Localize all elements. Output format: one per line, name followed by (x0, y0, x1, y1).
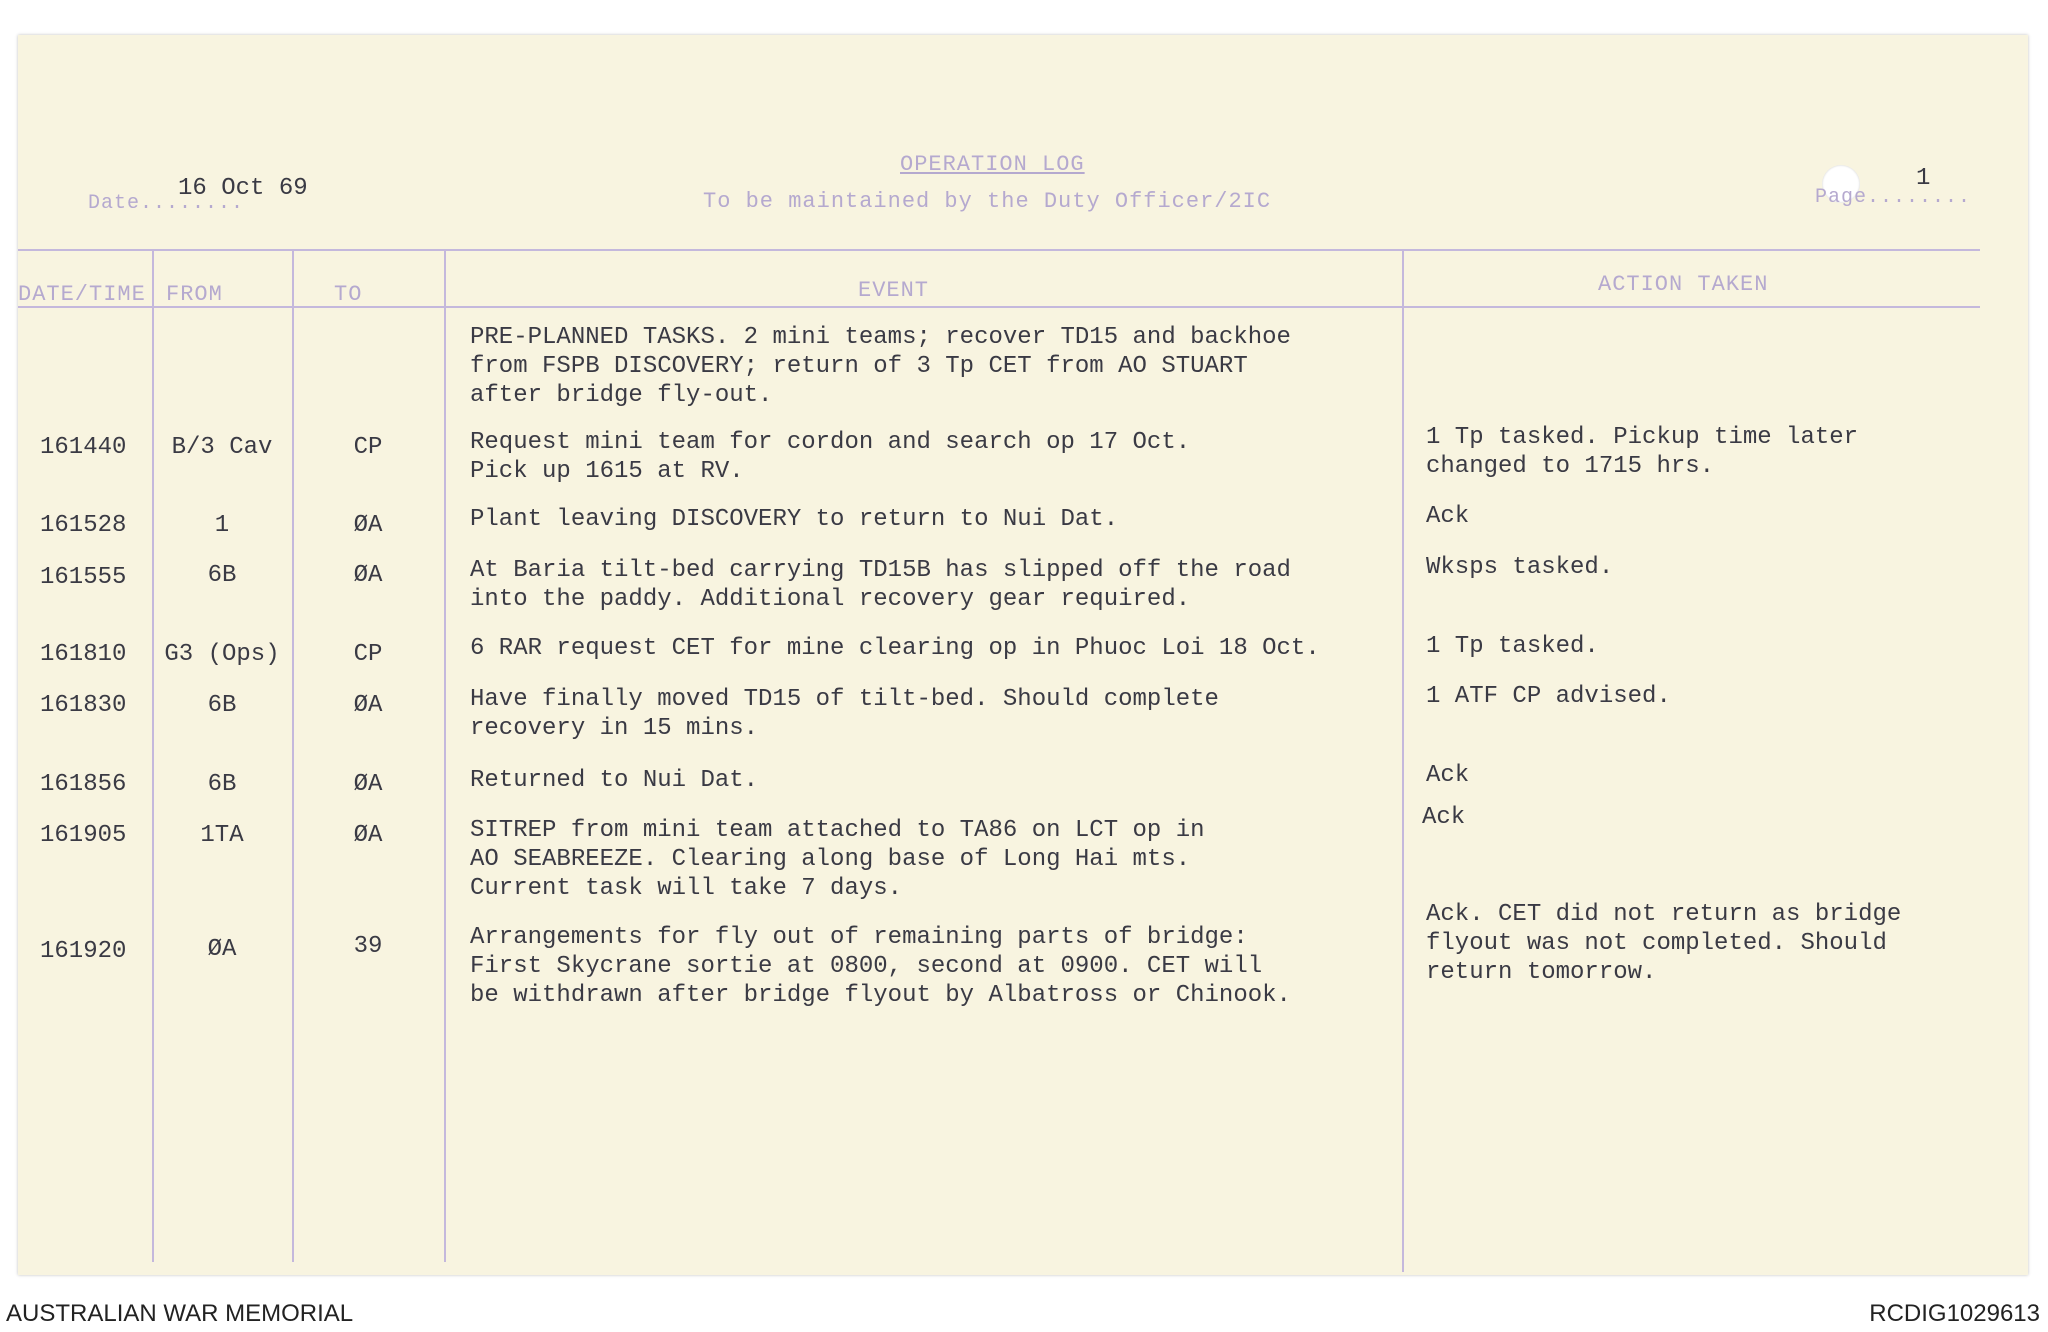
row-2-to: ØA (353, 512, 383, 539)
row-4-to: CP (353, 641, 383, 668)
date-value: 16 Oct 69 (178, 175, 308, 202)
row-2-from: 1 (214, 512, 230, 539)
row-7-action: Ack (1422, 804, 1466, 831)
header-bottom-rule (18, 306, 1980, 308)
log-subtitle: To be maintained by the Duty Officer/2IC (703, 189, 1272, 214)
col-divider-4 (1402, 250, 1404, 1272)
row-6-to: ØA (353, 771, 383, 798)
row-3-action: Wksps tasked. (1426, 554, 1614, 581)
row-1-from: B/3 Cav (171, 434, 273, 461)
row-2-datetime: 161528 (40, 512, 127, 539)
row-8-action: Ack. CET did not return as bridge flyout was not completed. Should return tomorrow. (1426, 901, 1902, 986)
log-title: OPERATION LOG (900, 152, 1085, 177)
row-3-from: 6B (207, 562, 237, 589)
row-4-action: 1 Tp tasked. (1426, 633, 1599, 660)
row-0-event: PRE-PLANNED TASKS. 2 mini teams; recover TD15 and backhoe from FSPB DISCOVERY; return of 3 Tp CET from AO STUART after bridge fly-out. (470, 324, 1291, 409)
row-7-to: ØA (353, 822, 383, 849)
row-5-from: 6B (207, 692, 237, 719)
page-value: 1 (1916, 165, 1931, 192)
row-5-action: 1 ATF CP advised. (1426, 683, 1671, 710)
footer-archive-name: AUSTRALIAN WAR MEMORIAL (6, 1300, 354, 1327)
col-header-event: EVENT (858, 278, 930, 303)
col-header-to: TO (334, 282, 363, 307)
row-8-datetime: 161920 (40, 938, 127, 965)
row-8-to: 39 (353, 933, 383, 960)
row-6-datetime: 161856 (40, 771, 127, 798)
row-7-datetime: 161905 (40, 822, 127, 849)
footer-record-id: RCDIG1029613 (1869, 1300, 2040, 1327)
col-divider-2 (292, 250, 294, 1262)
row-4-datetime: 161810 (40, 641, 127, 668)
row-2-action: Ack (1426, 503, 1470, 530)
row-3-to: ØA (353, 562, 383, 589)
row-6-event: Returned to Nui Dat. (470, 767, 759, 794)
row-4-event: 6 RAR request CET for mine clearing op in Phuoc Loi 18 Oct. (470, 635, 1320, 662)
table-top-rule (18, 249, 1980, 251)
row-5-to: ØA (353, 692, 383, 719)
col-divider-1 (152, 250, 154, 1262)
col-header-datetime: DATE/TIME (18, 282, 146, 307)
row-6-from: 6B (207, 771, 237, 798)
row-4-from: G3 (Ops) (164, 641, 280, 668)
row-8-event: Arrangements for fly out of remaining parts of bridge: First Skycrane sortie at 0800, second at 0900. CET will be withdrawn after bridge flyout by Albatross or Chinook. (470, 924, 1291, 1009)
row-8-from: ØA (207, 936, 237, 963)
col-header-from: FROM (166, 282, 223, 307)
row-6-action: Ack (1426, 762, 1470, 789)
row-5-datetime: 161830 (40, 692, 127, 719)
page-label: Page........ (1815, 186, 1972, 209)
row-2-event: Plant leaving DISCOVERY to return to Nui Dat. (470, 506, 1119, 533)
row-1-datetime: 161440 (40, 434, 127, 461)
row-3-datetime: 161555 (40, 564, 127, 591)
row-1-to: CP (353, 434, 383, 461)
row-7-from: 1TA (200, 822, 244, 849)
col-header-action: ACTION TAKEN (1598, 272, 1769, 297)
row-5-event: Have finally moved TD15 of tilt-bed. Should complete recovery in 15 mins. (470, 686, 1219, 742)
row-3-event: At Baria tilt-bed carrying TD15B has slipped off the road into the paddy. Additional recovery gear required. (470, 557, 1291, 613)
row-1-event: Request mini team for cordon and search op 17 Oct. Pick up 1615 at RV. (470, 429, 1191, 485)
date-label: Date........ (88, 192, 245, 215)
row-1-action: 1 Tp tasked. Pickup time later changed to 1715 hrs. (1426, 424, 1859, 480)
row-7-event: SITREP from mini team attached to TA86 on LCT op in AO SEABREEZE. Clearing along base of Long Hai mts. Current task will take 7 days. (470, 817, 1205, 902)
col-divider-3 (444, 250, 446, 1262)
